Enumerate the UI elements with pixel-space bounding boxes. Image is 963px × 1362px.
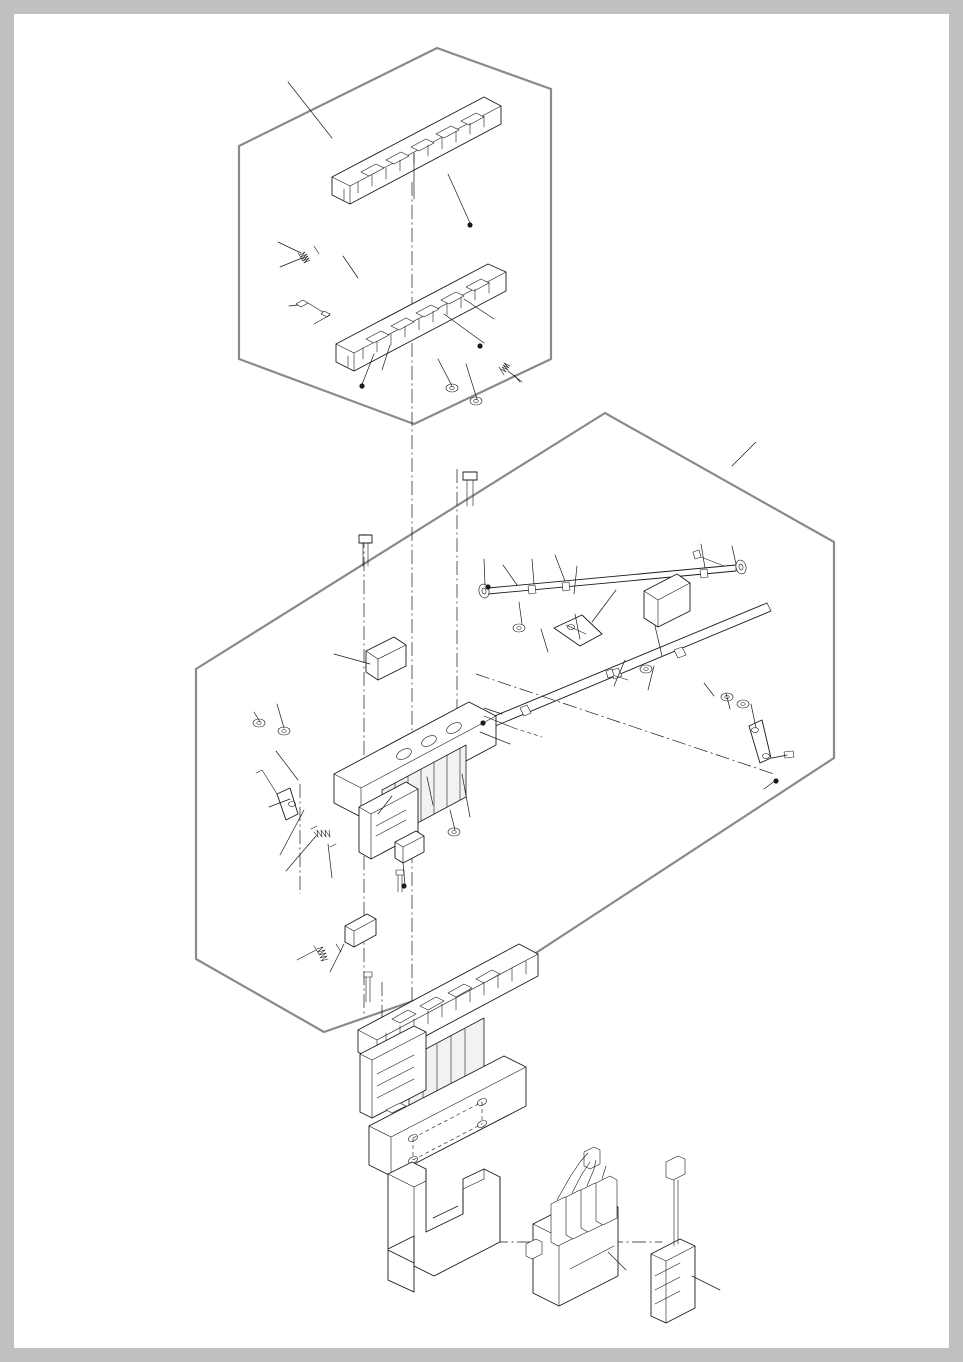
middle-detail-frame [196,413,834,1032]
shaft-collar-1 [520,705,531,716]
pin-set-left [253,719,290,735]
upper-detail-frame [239,48,551,424]
upper-link-rod [478,559,748,599]
pin-dot-6 [480,720,485,725]
washer-middle-1 [448,828,460,836]
washer-upper [446,384,458,392]
screw-bottom-vertical [364,972,372,1002]
washer-middle-2 [513,624,525,632]
swing-arm-left [256,770,298,820]
upper-guide-rail [332,97,501,204]
bracket-block-left [366,637,406,680]
main-machine-assembly [358,944,538,1292]
link-collar-a [528,585,536,594]
link-collar-c [700,569,708,578]
machine-base-foot [388,1250,414,1292]
lower-guide-rail [336,264,506,371]
pin-dot-4 [401,883,406,888]
compression-spring-upper [298,246,319,263]
pin-dot-7 [485,584,490,589]
technical-diagram [14,14,949,1348]
pin-dot-2 [477,343,482,348]
valve-manifold-block [526,1147,618,1306]
link-end-eye-2 [735,559,748,575]
middle-hardware-parts [253,472,779,1002]
middle-leader-lines [254,442,787,972]
bushing-upper [470,397,482,405]
bracket-block-right [644,574,690,627]
screw-upper-left [296,300,330,317]
shaft-collar-3 [674,647,686,658]
link-collar-b [562,582,570,591]
bracket-bottom-small [345,914,376,947]
washer-middle-3 [640,665,652,673]
drawing-sheet [14,14,949,1348]
tension-spring-lower [311,826,336,847]
single-valve-assembly [651,1156,695,1323]
screw-lower-center [396,870,404,892]
washer-middle-5 [737,700,749,708]
stud-right [693,550,724,566]
